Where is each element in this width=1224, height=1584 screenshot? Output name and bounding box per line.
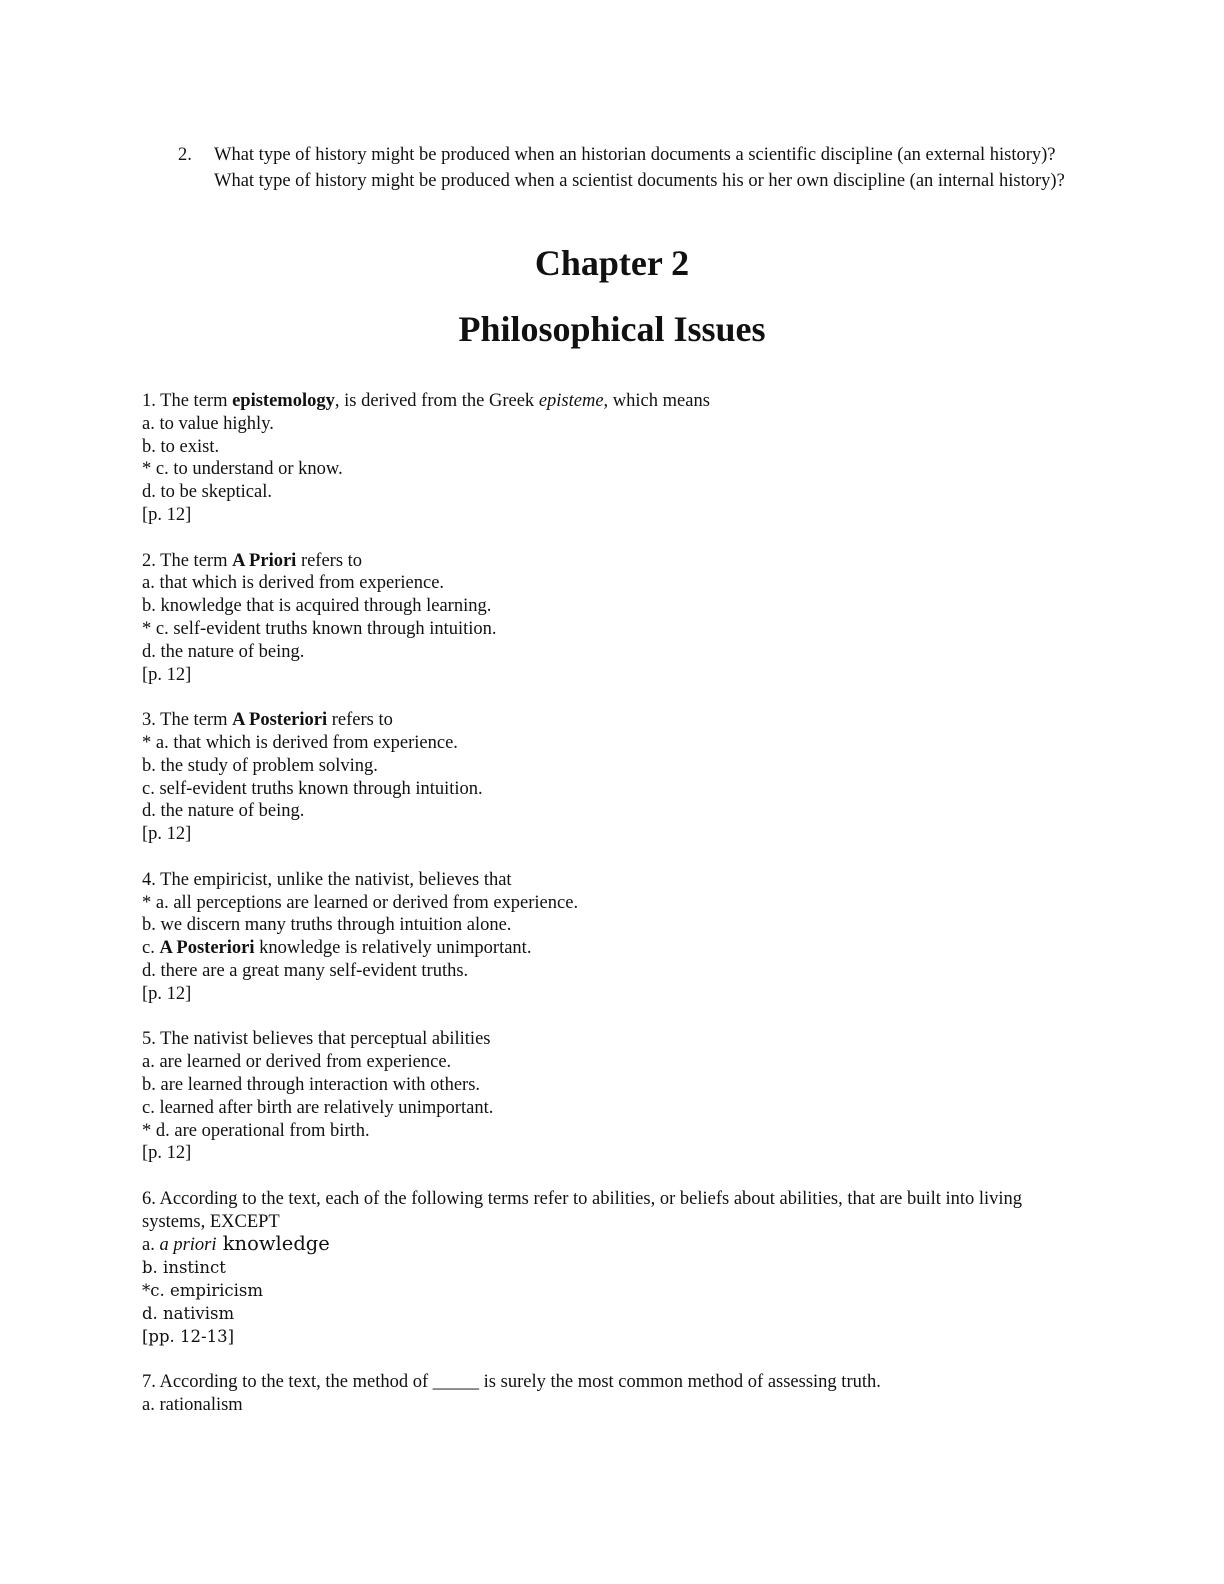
option-d: d. the nature of being. xyxy=(142,641,305,662)
question-stem: 7. According to the text, the method of _____ is surely the most common method of assessing truth. xyxy=(142,1372,881,1393)
question-stem: 6. According to the text, each of the following terms refer to abilities, or beliefs about abilities, that are built into living systems, EXCEPT xyxy=(142,1188,1023,1232)
option-a: a. a priori knowledge xyxy=(142,1232,330,1256)
page-reference: [p. 12] xyxy=(142,983,192,1004)
question-list xyxy=(142,390,1082,1440)
question-stem: 1. The term epistemology, is derived from the Greek episteme, which means xyxy=(142,391,710,411)
option-b: b. to exist. xyxy=(142,436,220,457)
question-stem: 5. The nativist believes that perceptual abilities xyxy=(142,1029,491,1050)
question-stem: 4. The empiricist, unlike the nativist, believes that xyxy=(142,869,512,890)
question-7 xyxy=(142,1371,1082,1417)
option-b: b. instinct xyxy=(142,1258,226,1278)
option-a: a. are learned or derived from experience. xyxy=(142,1052,452,1073)
option-c: * c. self-evident truths known through intuition. xyxy=(142,618,497,639)
intro-question-text: What type of history might be produced when an historian documents a scientific discipline (an external history)? What type of history might be produced when a scientist documents his or her own discipline (an internal history)? xyxy=(214,145,1065,191)
question-6 xyxy=(142,1188,1082,1349)
option-b: b. knowledge that is acquired through learning. xyxy=(142,596,492,617)
option-d: d. nativism xyxy=(142,1303,235,1323)
option-d: * d. are operational from birth. xyxy=(142,1120,370,1141)
option-c: * c. to understand or know. xyxy=(142,459,343,480)
page-reference: [pp. 12-13] xyxy=(142,1326,235,1346)
option-a: * a. that which is derived from experience. xyxy=(142,732,458,753)
option-d: d. to be skeptical. xyxy=(142,482,272,503)
question-1 xyxy=(142,390,1082,527)
option-b: b. we discern many truths through intuition alone. xyxy=(142,915,512,936)
intro-question xyxy=(178,142,1078,194)
option-a: * a. all perceptions are learned or derived from experience. xyxy=(142,892,579,913)
question-stem: 2. The term A Priori refers to xyxy=(142,550,363,571)
option-a: a. rationalism xyxy=(142,1395,243,1416)
option-d: d. the nature of being. xyxy=(142,801,305,822)
option-c: c. learned after birth are relatively unimportant. xyxy=(142,1097,494,1118)
question-2 xyxy=(142,550,1082,687)
option-b: b. are learned through interaction with others. xyxy=(142,1074,481,1095)
chapter-subtitle: Philosophical Issues xyxy=(458,309,766,349)
page-reference: [p. 12] xyxy=(142,504,192,525)
page-reference: [p. 12] xyxy=(142,824,192,845)
option-b: b. the study of problem solving. xyxy=(142,755,378,776)
option-c: *c. empiricism xyxy=(142,1281,264,1301)
option-a: a. that which is derived from experience. xyxy=(142,573,445,594)
option-c: c. A Posteriori knowledge is relatively unimportant. xyxy=(142,938,532,959)
chapter-title: Chapter 2 xyxy=(534,243,690,283)
intro-question-number: 2. xyxy=(178,145,192,165)
option-a: a. to value highly. xyxy=(142,413,274,434)
question-5 xyxy=(142,1028,1082,1165)
option-c: c. self-evident truths known through intuition. xyxy=(142,778,483,799)
option-d: d. there are a great many self-evident truths. xyxy=(142,960,469,981)
question-3 xyxy=(142,709,1082,846)
question-stem: 3. The term A Posteriori refers to xyxy=(142,710,393,731)
question-4 xyxy=(142,869,1082,1006)
page-reference: [p. 12] xyxy=(142,664,192,685)
page-reference: [p. 12] xyxy=(142,1143,192,1164)
